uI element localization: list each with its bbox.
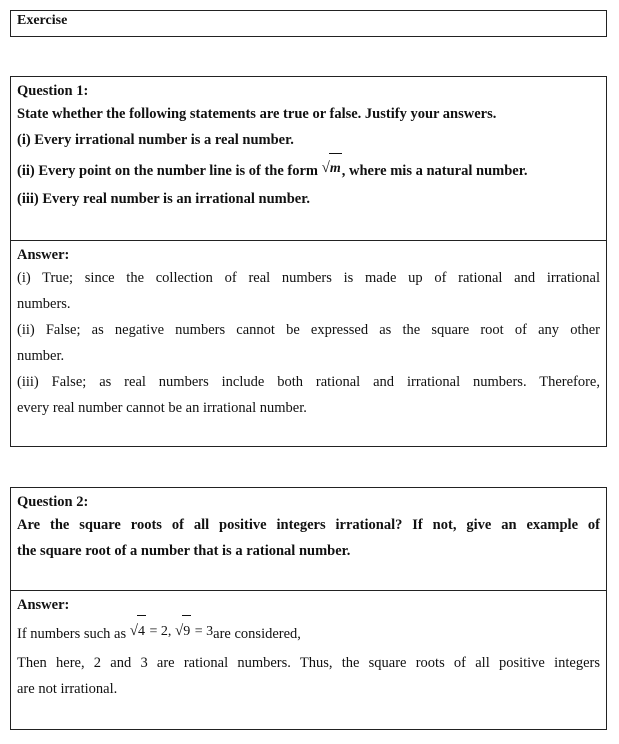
exercise-title: Exercise: [17, 13, 68, 28]
question-1-item-i: (i) Every irrational number is a real number.: [17, 132, 294, 148]
answer-2-heading: Answer:: [17, 597, 70, 613]
answer-1-line: number.: [17, 348, 65, 364]
answer-1-line: every real number cannot be an irrational number.: [17, 400, 307, 416]
answer-1-line: (ii) False; as negative numbers cannot be expressed as the square root of any other: [17, 322, 600, 338]
question-2-box: [10, 487, 607, 591]
answer-1-box: [10, 240, 607, 447]
answer-2-box: [10, 590, 607, 730]
question-2-line: the square root of a number that is a rational number.: [17, 543, 351, 559]
answer-1-line: (iii) False; as real numbers include both rational and irrational numbers. Therefore,: [17, 374, 600, 390]
question-1-heading: Question 1:: [17, 83, 89, 99]
question-1-item-iii: (iii) Every real number is an irrational number.: [17, 191, 310, 207]
answer-2-line: are not irrational.: [17, 681, 118, 697]
answer-1-line: numbers.: [17, 296, 71, 312]
question-2-heading: Question 2:: [17, 494, 89, 510]
answer-1-line: (i) True; since the collection of real numbers is made up of rational and irrational: [17, 270, 600, 286]
sqrt-9-expression: √9 = 3: [175, 624, 213, 639]
answer-2-line: Then here, 2 and 3 are rational numbers. Thus, the square roots of all positive integers: [17, 655, 600, 671]
question-1-item-ii: (ii) Every point on the number line is of the form √m, where mis a natural number.: [17, 153, 600, 186]
question-2-line: Are the square roots of all positive integers irrational? If not, give an example of: [17, 517, 600, 533]
answer-1-heading: Answer:: [17, 247, 70, 263]
exercise-header: [10, 10, 607, 37]
sqrt-m-expression: √m: [322, 161, 342, 176]
question-1-prompt: State whether the following statements are true or false. Justify your answers.: [17, 106, 497, 122]
answer-2-line: If numbers such as √4 = 2, √9 = 3are considered,: [17, 615, 600, 650]
question-1-box: [10, 76, 607, 241]
sqrt-4-expression: √4 = 2,: [130, 624, 172, 639]
